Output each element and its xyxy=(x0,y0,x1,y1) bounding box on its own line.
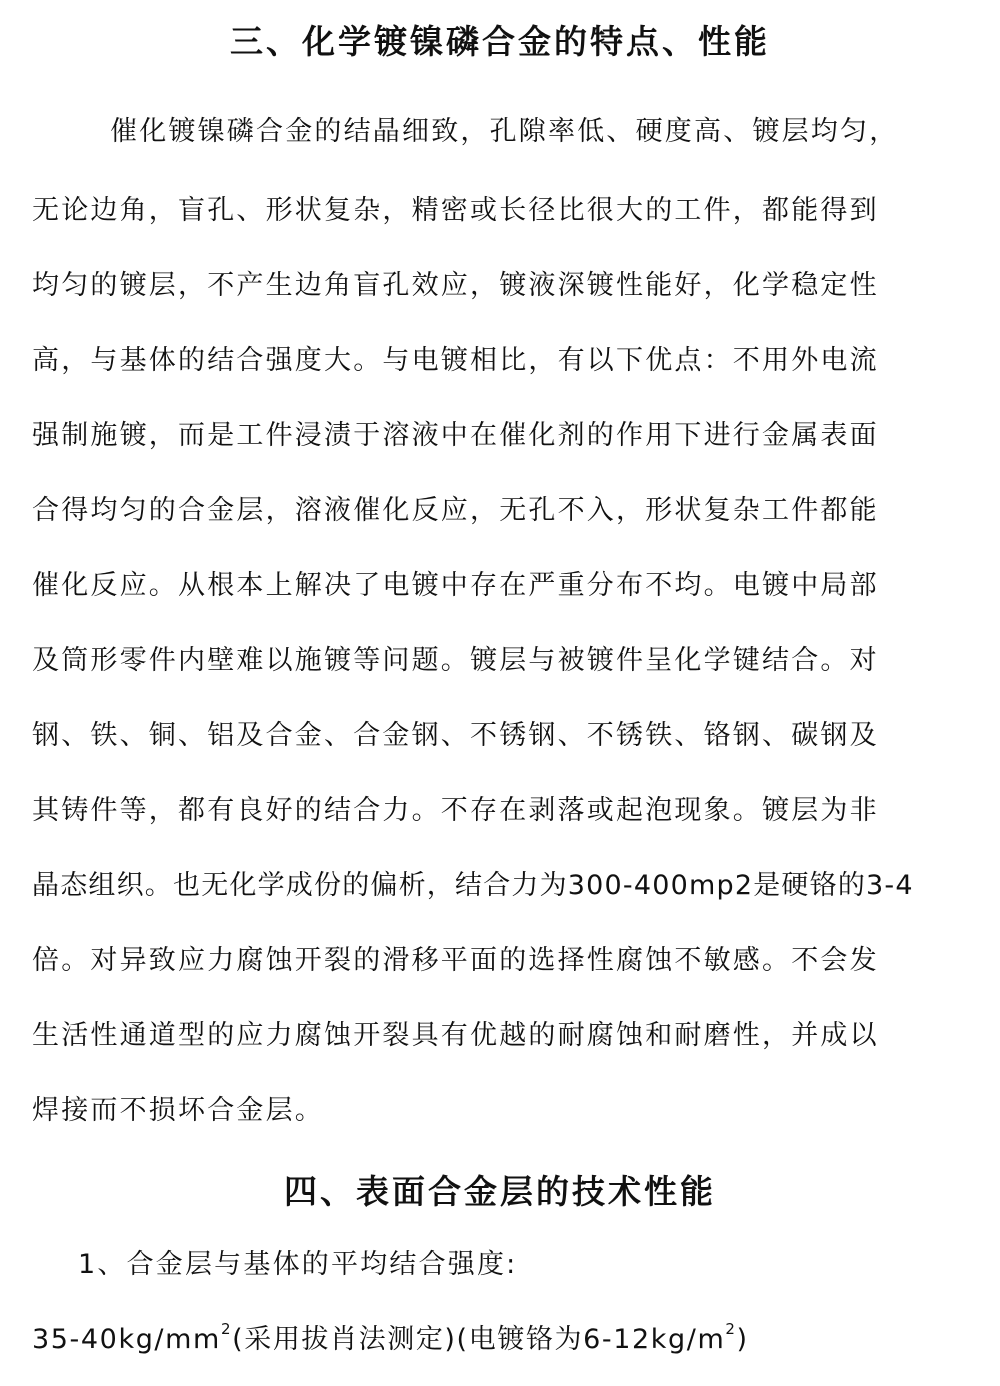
paragraph-line: 其铸件等，都有良好的结合力。不存在剥落或起泡现象。镀层为非 xyxy=(32,795,879,826)
paragraph-line: 焊接而不损坏合金层。 xyxy=(32,1095,324,1126)
paragraph-line: 催化镀镍磷合金的结晶细致，孔隙率低、硬度高、镀层均匀， xyxy=(110,116,899,147)
section-3-heading: 三、化学镀镍磷合金的特点、性能 xyxy=(230,22,770,61)
paragraph-line: 及筒形零件内壁难以施镀等问题。镀层与被镀件呈化学键结合。对 xyxy=(32,645,879,676)
paragraph-line: 生活性通道型的应力腐蚀开裂具有优越的耐腐蚀和耐磨性，并成以 xyxy=(32,1020,879,1051)
paragraph-line: 高，与基体的结合强度大。与电镀相比，有以下优点：不用外电流 xyxy=(32,345,879,376)
formula-text: ) xyxy=(736,1324,749,1355)
formula-text: (采用拔肖法测定)(电镀铬为6-12kg/m xyxy=(232,1324,726,1355)
paragraph-line: 强制施镀，而是工件浸渍于溶液中在催化剂的作用下进行金属表面 xyxy=(32,420,879,451)
paragraph-line: 无论边角，盲孔、形状复杂，精密或长径比很大的工件，都能得到 xyxy=(32,195,879,226)
paragraph-line: 均匀的镀层，不产生边角盲孔效应，镀液深镀性能好，化学稳定性 xyxy=(32,270,879,301)
paragraph-line: 倍。对异致应力腐蚀开裂的滑移平面的选择性腐蚀不敏感。不会发 xyxy=(32,945,879,976)
formula-line xyxy=(32,1322,749,1358)
list-item-1: 1、合金层与基体的平均结合强度: xyxy=(78,1249,518,1280)
paragraph-line: 催化反应。从根本上解决了电镀中存在严重分布不均。电镀中局部 xyxy=(32,570,879,601)
formula-text: 35-40kg/mm xyxy=(32,1324,221,1355)
paragraph-line: 钢、铁、铜、铝及合金、合金钢、不锈钢、不锈铁、铬钢、碳钢及 xyxy=(32,720,879,751)
superscript: 2 xyxy=(220,1320,233,1338)
superscript: 2 xyxy=(725,1320,737,1338)
section-4-heading: 四、表面合金层的技术性能 xyxy=(284,1172,716,1211)
paragraph-line: 合得均匀的合金层，溶液催化反应，无孔不入，形状复杂工件都能 xyxy=(32,495,879,526)
paragraph-line: 晶态组织。也无化学成份的偏析，结合力为300-400mp2是硬铬的3-4 xyxy=(32,870,914,901)
